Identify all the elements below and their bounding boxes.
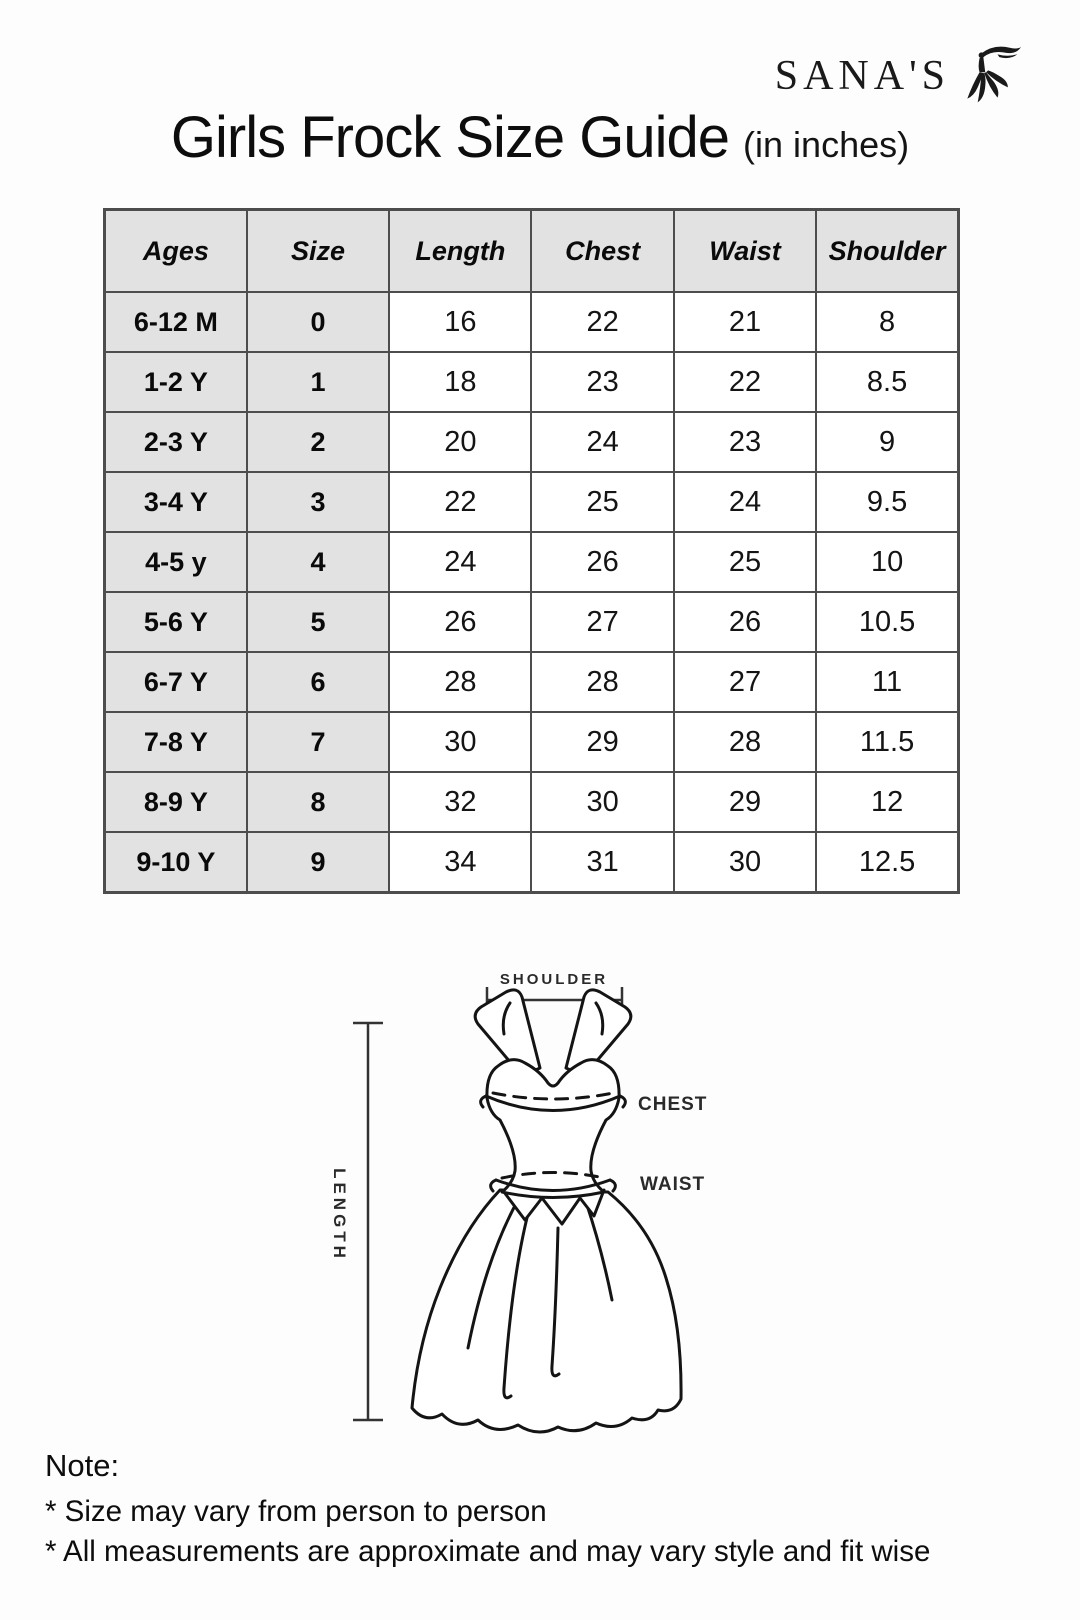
table-row xyxy=(105,532,959,592)
column-header-waist: Waist xyxy=(674,210,816,293)
column-header-shoulder: Shoulder xyxy=(816,210,958,293)
note-heading: Note: xyxy=(45,1448,120,1483)
frock-illustration xyxy=(412,990,681,1432)
table-cell: 25 xyxy=(674,532,816,592)
table-cell: 12 xyxy=(816,772,958,832)
table-cell: 16 xyxy=(389,292,531,352)
table-cell: 1 xyxy=(247,352,389,412)
column-header-length: Length xyxy=(389,210,531,293)
note-line: * All measurements are approximate and may vary style and fit wise xyxy=(45,1535,931,1568)
dress-measurement-diagram xyxy=(290,928,730,1443)
notes-section xyxy=(45,1448,1035,1572)
length-measure xyxy=(353,1023,383,1420)
table-cell: 32 xyxy=(389,772,531,832)
table-cell: 7 xyxy=(247,712,389,772)
chest-label: CHEST xyxy=(638,1094,708,1115)
table-cell: 3 xyxy=(247,472,389,532)
page-title-text: Girls Frock Size Guide xyxy=(170,105,730,170)
table-cell: 3-4 Y xyxy=(105,472,247,532)
table-cell: 22 xyxy=(674,352,816,412)
table-cell: 9-10 Y xyxy=(105,832,247,893)
table-row xyxy=(105,412,959,472)
table-cell: 24 xyxy=(674,472,816,532)
note-lines xyxy=(45,1492,1035,1572)
table-cell: 4-5 y xyxy=(105,532,247,592)
table-cell: 9 xyxy=(247,832,389,893)
size-table-header xyxy=(105,210,959,293)
table-cell: 29 xyxy=(531,712,673,772)
table-cell: 27 xyxy=(531,592,673,652)
table-cell: 31 xyxy=(531,832,673,893)
table-cell: 24 xyxy=(389,532,531,592)
table-cell: 27 xyxy=(674,652,816,712)
table-cell: 25 xyxy=(531,472,673,532)
waist-label: WAIST xyxy=(640,1174,706,1195)
length-label: LENGTH xyxy=(330,1168,349,1262)
column-header-ages: Ages xyxy=(105,210,247,293)
table-cell: 6-7 Y xyxy=(105,652,247,712)
table-header-row xyxy=(105,210,959,293)
table-cell: 30 xyxy=(389,712,531,772)
table-cell: 22 xyxy=(389,472,531,532)
table-cell: 26 xyxy=(531,532,673,592)
note-line: * Size may vary from person to person xyxy=(45,1495,547,1528)
title-unit-text: (in inches) xyxy=(743,124,910,165)
table-cell: 6 xyxy=(247,652,389,712)
table-cell: 2-3 Y xyxy=(105,412,247,472)
table-row xyxy=(105,352,959,412)
brand-name: SANA'S xyxy=(774,53,950,99)
size-table-body xyxy=(105,292,959,893)
table-cell: 30 xyxy=(674,832,816,893)
table-cell: 0 xyxy=(247,292,389,352)
table-cell: 24 xyxy=(531,412,673,472)
table-cell: 30 xyxy=(531,772,673,832)
table-cell: 9.5 xyxy=(816,472,958,532)
table-cell: 8 xyxy=(816,292,958,352)
table-cell: 28 xyxy=(389,652,531,712)
table-cell: 22 xyxy=(531,292,673,352)
table-cell: 1-2 Y xyxy=(105,352,247,412)
table-row xyxy=(105,712,959,772)
table-cell: 2 xyxy=(247,412,389,472)
table-cell: 10 xyxy=(816,532,958,592)
table-cell: 4 xyxy=(247,532,389,592)
table-row xyxy=(105,652,959,712)
table-cell: 21 xyxy=(674,292,816,352)
table-cell: 8.5 xyxy=(816,352,958,412)
page-title xyxy=(0,104,1080,171)
table-cell: 23 xyxy=(531,352,673,412)
dancing-woman-icon xyxy=(956,43,1022,109)
table-cell: 5 xyxy=(247,592,389,652)
table-cell: 8-9 Y xyxy=(105,772,247,832)
table-row xyxy=(105,832,959,893)
table-cell: 29 xyxy=(674,772,816,832)
table-cell: 28 xyxy=(674,712,816,772)
table-cell: 11.5 xyxy=(816,712,958,772)
table-cell: 26 xyxy=(674,592,816,652)
table-cell: 34 xyxy=(389,832,531,893)
table-cell: 11 xyxy=(816,652,958,712)
table-cell: 20 xyxy=(389,412,531,472)
size-table xyxy=(103,208,960,894)
shoulder-label: SHOULDER xyxy=(499,971,609,988)
table-cell: 23 xyxy=(674,412,816,472)
table-cell: 10.5 xyxy=(816,592,958,652)
table-cell: 26 xyxy=(389,592,531,652)
table-cell: 28 xyxy=(531,652,673,712)
table-cell: 7-8 Y xyxy=(105,712,247,772)
table-row xyxy=(105,292,959,352)
table-row xyxy=(105,472,959,532)
table-cell: 18 xyxy=(389,352,531,412)
table-cell: 9 xyxy=(816,412,958,472)
table-row xyxy=(105,592,959,652)
table-cell: 5-6 Y xyxy=(105,592,247,652)
brand-logo xyxy=(775,40,1022,112)
table-cell: 6-12 M xyxy=(105,292,247,352)
table-cell: 12.5 xyxy=(816,832,958,893)
column-header-size: Size xyxy=(247,210,389,293)
column-header-chest: Chest xyxy=(531,210,673,293)
table-cell: 8 xyxy=(247,772,389,832)
table-row xyxy=(105,772,959,832)
